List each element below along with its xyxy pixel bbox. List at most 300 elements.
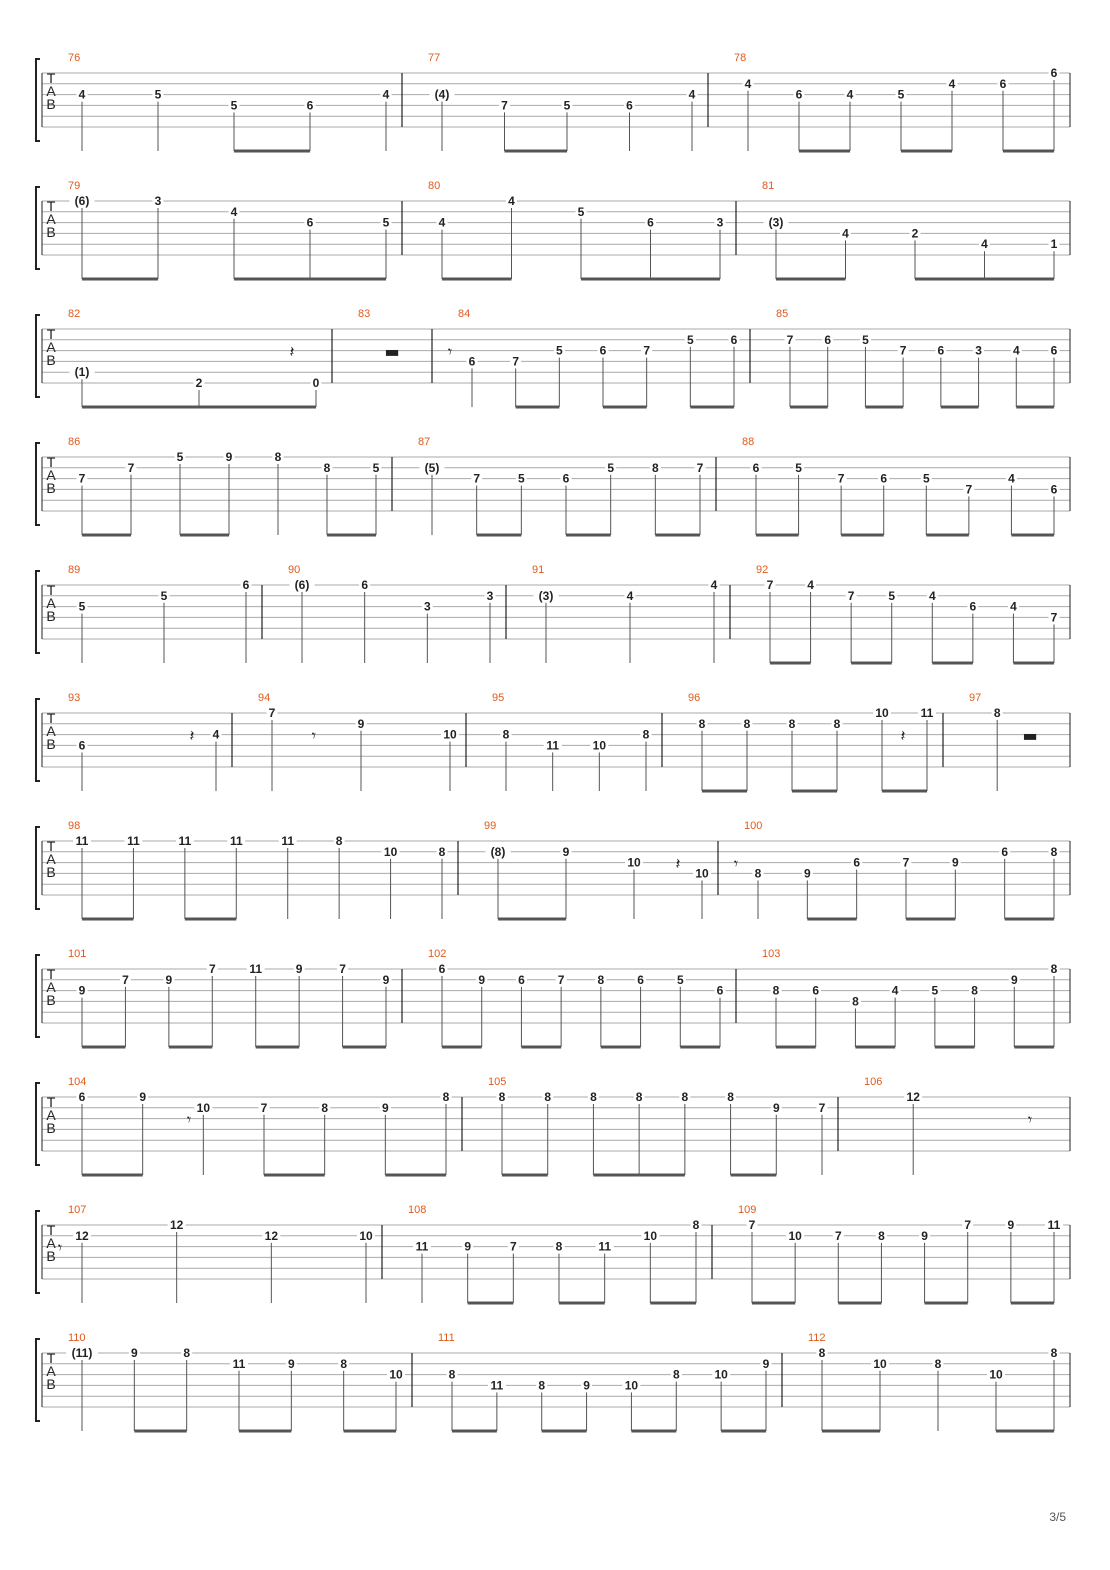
fret-number: 7	[818, 1100, 826, 1115]
fret-number: 8	[340, 1356, 348, 1371]
system-bracket	[36, 59, 40, 141]
tab-clef-letter: A	[46, 594, 56, 611]
tab-clef-letter: T	[46, 326, 56, 342]
fret-number: 10	[592, 738, 607, 753]
fret-number: 5	[795, 460, 802, 475]
fret-number: 8	[448, 1367, 456, 1382]
measure-number: 101	[68, 948, 87, 960]
tab-system	[36, 308, 1070, 407]
fret-number: 8	[772, 983, 780, 998]
fret-number: 8	[852, 994, 859, 1009]
fret-number: 4	[981, 237, 988, 252]
fret-number: 6	[730, 332, 738, 347]
fret-number: 6	[716, 983, 724, 998]
fret-number: 12	[264, 1228, 279, 1243]
tab-system	[36, 820, 1070, 919]
fret-number: 11	[598, 1239, 612, 1254]
tab-system	[36, 948, 1070, 1047]
fret-number: 9	[772, 1100, 780, 1115]
fret-number: 11	[75, 834, 89, 848]
fret-number: 3	[486, 588, 494, 603]
measure-number: 89	[68, 564, 81, 576]
fret-number: 12	[169, 1218, 184, 1232]
fret-number: 9	[381, 1100, 389, 1115]
fret-number: 6	[812, 983, 820, 998]
tab-clef-letter: B	[46, 479, 56, 496]
fret-number: 5	[154, 87, 162, 102]
fret-number: 7	[766, 578, 774, 592]
tab-clef-letter: B	[46, 351, 56, 368]
fret-number: 8	[878, 1228, 885, 1243]
fret-number: 2	[911, 226, 919, 241]
fret-number: 11	[178, 834, 192, 848]
fret-number: 5	[922, 471, 930, 486]
fret-number: (3)	[768, 215, 784, 230]
measure-number: 102	[428, 948, 447, 960]
fret-number: 8	[183, 1346, 191, 1360]
fret-number: 5	[607, 460, 615, 475]
fret-number: 7	[748, 1218, 756, 1232]
fret-number: 9	[1010, 972, 1018, 987]
tab-clef-letter: T	[46, 710, 56, 726]
tab-clef-letter: T	[46, 1094, 56, 1110]
system-bracket	[36, 1211, 40, 1293]
fret-number: 1	[1050, 237, 1058, 252]
fret-number: 6	[880, 471, 888, 486]
fret-number: 8	[681, 1090, 689, 1104]
measure-number: 95	[492, 692, 505, 704]
measure-number: 90	[288, 564, 301, 576]
fret-number: 7	[964, 1218, 972, 1232]
fret-number: 4	[807, 578, 814, 592]
fret-number: 10	[875, 706, 889, 720]
measure-number: 76	[68, 52, 81, 64]
fret-number: 6	[969, 599, 977, 614]
rest-symbol: 𝄽	[289, 342, 295, 362]
fret-number: 8	[743, 716, 751, 731]
fret-number: 9	[478, 972, 486, 987]
fret-number: (6)	[74, 194, 90, 208]
tab-clef-letter: T	[46, 454, 56, 470]
fret-number: 10	[359, 1228, 373, 1243]
fret-number: 9	[382, 972, 390, 987]
fret-number: 10	[383, 844, 398, 859]
fret-number: 4	[846, 87, 854, 102]
fret-number: 8	[934, 1356, 942, 1371]
fret-number: 9	[921, 1228, 928, 1243]
fret-number: 8	[971, 983, 978, 998]
system-bracket	[36, 571, 40, 653]
fret-number: 9	[1007, 1218, 1015, 1232]
fret-number: 6	[853, 855, 861, 870]
measure-number: 96	[688, 692, 701, 704]
fret-number: 6	[78, 738, 86, 753]
fret-number: 12	[75, 1228, 89, 1243]
fret-number: 6	[1050, 66, 1058, 80]
fret-number: 5	[888, 588, 896, 603]
fret-number: 8	[833, 716, 841, 731]
fret-number: 6	[1050, 482, 1058, 497]
fret-number: 7	[902, 855, 910, 870]
fret-number: 6	[1050, 343, 1058, 358]
fret-number: (1)	[74, 365, 90, 380]
fret-number: 9	[225, 450, 233, 464]
fret-number: 8	[274, 450, 282, 464]
fret-number: 11	[415, 1239, 429, 1254]
measure-number: 91	[532, 564, 545, 576]
measure-number: 85	[776, 308, 789, 320]
fret-number: 0	[312, 376, 320, 390]
tab-clef-letter: A	[46, 338, 56, 355]
fret-number: 10	[989, 1367, 1003, 1382]
measure-number: 93	[68, 692, 81, 704]
measure-number: 97	[969, 692, 982, 704]
measure-number: 83	[358, 308, 371, 320]
fret-number: 8	[727, 1090, 734, 1104]
fret-number: 9	[165, 972, 173, 987]
fret-number: 7	[696, 460, 704, 475]
system-bracket	[36, 1339, 40, 1421]
fret-number: (5)	[424, 460, 440, 475]
tab-clef-letter: A	[46, 850, 56, 867]
fret-number: 7	[122, 972, 129, 987]
fret-number: 8	[590, 1090, 597, 1104]
fret-number: 11	[249, 962, 263, 976]
measure-number: 100	[744, 820, 763, 832]
measure-number: 98	[68, 820, 81, 832]
fret-number: 10	[873, 1356, 887, 1371]
measure-number: 103	[762, 948, 781, 960]
fret-number: 8	[438, 844, 446, 859]
tab-clef-letter: T	[46, 70, 56, 86]
fret-number: 11	[546, 738, 560, 753]
fret-number: 7	[847, 588, 855, 603]
fret-number: 6	[518, 972, 525, 987]
fret-number: 7	[965, 482, 973, 497]
fret-number: 7	[643, 343, 651, 358]
fret-number: 11	[127, 834, 140, 848]
fret-number: 5	[563, 98, 571, 113]
fret-number: 8	[555, 1239, 563, 1254]
fret-number: 4	[78, 87, 86, 102]
tab-system	[36, 1204, 1070, 1303]
measure-number: 87	[418, 436, 431, 448]
measure-number: 80	[428, 180, 441, 192]
fret-number: 11	[229, 834, 243, 848]
fret-number: (6)	[294, 578, 310, 592]
measure-number: 92	[756, 564, 769, 576]
fret-number: 9	[130, 1346, 138, 1360]
fret-number: 8	[651, 460, 659, 475]
fret-number: 3	[423, 599, 431, 614]
fret-number: 4	[688, 87, 696, 102]
fret-number: 8	[698, 716, 706, 731]
fret-number: 10	[389, 1367, 403, 1382]
fret-number: 8	[502, 727, 510, 742]
fret-number: 8	[544, 1090, 552, 1104]
fret-number: 4	[842, 226, 849, 241]
fret-number: 9	[295, 962, 303, 976]
system-bracket	[36, 315, 40, 397]
tab-clef-letter: A	[46, 210, 56, 227]
fret-number: 9	[562, 844, 570, 859]
rest-symbol: 𝄾	[733, 854, 739, 874]
measure-number: 88	[742, 436, 755, 448]
system-bracket	[36, 699, 40, 781]
rest-symbol: 𝄽	[189, 726, 195, 746]
tab-system	[36, 1076, 1070, 1175]
fret-number: 6	[937, 343, 945, 358]
tab-system	[36, 1332, 1070, 1431]
fret-number: 10	[196, 1100, 211, 1115]
fret-number: 9	[287, 1356, 295, 1371]
tab-clef-letter: B	[46, 95, 56, 112]
fret-number: 11	[1047, 1218, 1061, 1232]
fret-number: 10	[714, 1367, 728, 1382]
rest-symbol: 𝄾	[447, 342, 453, 362]
measure-number: 79	[68, 180, 81, 192]
tab-clef-letter: T	[46, 1222, 56, 1238]
system-bracket	[36, 187, 40, 269]
tab-clef-letter: T	[46, 582, 56, 598]
fret-number: 10	[788, 1228, 802, 1243]
fret-number: 10	[443, 727, 457, 742]
tab-clef-letter: B	[46, 1119, 56, 1136]
tab-system	[36, 564, 1070, 663]
fret-number: 6	[647, 215, 654, 230]
fret-number: 8	[323, 460, 331, 475]
fret-number: 4	[710, 578, 718, 592]
fret-number: 4	[928, 588, 936, 603]
fret-number: 7	[339, 962, 346, 976]
tab-clef-letter: T	[46, 198, 56, 214]
measure-number: 105	[488, 1076, 507, 1088]
fret-number: 5	[372, 460, 380, 475]
fret-number: 7	[78, 471, 86, 486]
fret-number: 5	[555, 343, 563, 358]
fret-number: (8)	[490, 844, 506, 859]
fret-number: 9	[78, 983, 86, 998]
fret-number: 4	[1010, 599, 1017, 614]
fret-number: 6	[306, 215, 314, 230]
measure-number: 104	[68, 1076, 87, 1088]
fret-number: 8	[993, 706, 1001, 720]
fret-number: 7	[557, 972, 565, 987]
tab-clef-letter: B	[46, 991, 56, 1008]
system-bracket	[36, 1083, 40, 1165]
fret-number: 7	[268, 706, 276, 720]
fret-number: 7	[899, 343, 907, 358]
fret-number: 6	[306, 98, 314, 113]
tab-clef-letter: B	[46, 863, 56, 880]
system-bracket	[36, 443, 40, 525]
fret-number: 8	[692, 1218, 700, 1232]
fret-number: 8	[1050, 962, 1058, 976]
fret-number: 8	[321, 1100, 329, 1115]
fret-number: 8	[635, 1090, 643, 1104]
fret-number: 7	[834, 1228, 842, 1243]
fret-number: 4	[1012, 343, 1020, 358]
system-bracket	[36, 955, 40, 1037]
fret-number: 7	[127, 460, 135, 475]
fret-number: 8	[818, 1346, 826, 1360]
measure-number: 107	[68, 1204, 87, 1216]
fret-number: (3)	[538, 588, 554, 603]
fret-number: 6	[637, 972, 644, 987]
fret-number: 8	[335, 834, 343, 848]
measure-number: 99	[484, 820, 497, 832]
measure-number: 109	[738, 1204, 757, 1216]
fret-number: 11	[281, 834, 295, 848]
fret-number: 6	[1001, 844, 1009, 859]
tab-clef-letter: T	[46, 966, 56, 982]
rest-symbol: 𝄾	[186, 1110, 192, 1130]
measure-number: 86	[68, 436, 81, 448]
fret-number: 8	[1050, 1346, 1058, 1360]
fret-number: 5	[676, 972, 684, 987]
page-number: 3/5	[1049, 1510, 1066, 1524]
tab-clef-letter: A	[46, 466, 56, 483]
tab-system	[36, 180, 1070, 279]
fret-number: 4	[382, 87, 390, 102]
fret-number: 4	[230, 204, 238, 219]
fret-number: 6	[599, 343, 607, 358]
fret-number: 6	[999, 76, 1007, 91]
fret-number: 5	[230, 98, 238, 113]
fret-number: 7	[786, 332, 794, 347]
measure-number: 94	[258, 692, 271, 704]
fret-number: 4	[508, 194, 515, 208]
fret-number: 4	[948, 76, 956, 91]
fret-number: 7	[501, 98, 508, 113]
fret-number: 6	[795, 87, 803, 102]
fret-number: 3	[716, 215, 724, 230]
measure-number: 112	[808, 1332, 826, 1344]
fret-number: 6	[752, 460, 760, 475]
fret-number: 6	[468, 354, 476, 369]
fret-number: 5	[897, 87, 905, 102]
fret-number: 8	[538, 1378, 546, 1393]
fret-number: 4	[438, 215, 446, 230]
fret-number: 7	[1050, 610, 1058, 625]
fret-number: 5	[78, 599, 86, 614]
tab-clef-letter: A	[46, 1362, 56, 1379]
fret-number: 7	[260, 1100, 268, 1115]
measure-number: 108	[408, 1204, 427, 1216]
fret-number: 8	[1050, 844, 1058, 859]
fret-number: 4	[1008, 471, 1015, 486]
tab-system	[36, 52, 1070, 151]
fret-number: 10	[643, 1228, 658, 1243]
measure-number: 106	[864, 1076, 883, 1088]
fret-number: 7	[509, 1239, 517, 1254]
tab-clef-letter: A	[46, 82, 56, 99]
fret-number: 5	[176, 450, 184, 464]
fret-number: 8	[672, 1367, 680, 1382]
fret-number: 8	[754, 866, 762, 881]
fret-number: (11)	[71, 1346, 93, 1360]
fret-number: 6	[626, 98, 633, 113]
rest-symbol: 𝄾	[1027, 1110, 1033, 1130]
fret-number: 10	[627, 855, 641, 870]
fret-number: 5	[862, 332, 869, 347]
fret-number: 8	[498, 1090, 506, 1104]
fret-number: 7	[837, 471, 845, 486]
fret-number: 5	[160, 588, 168, 603]
tab-clef-letter: A	[46, 1106, 56, 1123]
rest-symbol: 𝄽	[900, 726, 906, 746]
fret-number: 5	[517, 471, 525, 486]
tab-clef-letter: B	[46, 1375, 56, 1392]
fret-number: 5	[382, 215, 390, 230]
fret-number: 5	[686, 332, 694, 347]
fret-number: 6	[78, 1090, 86, 1104]
fret-number: 11	[232, 1356, 246, 1371]
system-bracket	[36, 827, 40, 909]
fret-number: (4)	[434, 87, 450, 102]
fret-number: 4	[626, 588, 634, 603]
fret-number: 11	[490, 1378, 504, 1393]
fret-number: 9	[583, 1378, 590, 1393]
tab-clef-letter: B	[46, 607, 56, 624]
rest-symbol: ▬	[384, 342, 400, 362]
fret-number: 3	[154, 194, 162, 208]
fret-number: 8	[642, 727, 650, 742]
tab-clef-letter: B	[46, 735, 56, 752]
fret-number: 5	[577, 204, 585, 219]
measure-number: 111	[438, 1332, 455, 1344]
fret-number: 8	[788, 716, 796, 731]
fret-number: 6	[242, 578, 250, 592]
fret-number: 9	[762, 1356, 770, 1371]
fret-number: 6	[824, 332, 832, 347]
fret-number: 11	[920, 706, 934, 720]
fret-number: 5	[931, 983, 939, 998]
fret-number: 4	[744, 76, 752, 91]
fret-number: 10	[695, 866, 709, 881]
fret-number: 7	[512, 354, 520, 369]
fret-number: 8	[442, 1090, 450, 1104]
measure-number: 84	[458, 308, 471, 320]
rest-symbol: 𝄽	[675, 854, 681, 874]
measure-number: 82	[68, 308, 81, 320]
fret-number: 9	[464, 1239, 472, 1254]
fret-number: 9	[951, 855, 959, 870]
fret-number: 6	[361, 578, 369, 592]
tab-system	[36, 436, 1070, 535]
tab-clef-letter: A	[46, 1234, 56, 1251]
fret-number: 4	[891, 983, 899, 998]
fret-number: 7	[473, 471, 481, 486]
fret-number: 6	[562, 471, 570, 486]
fret-number: 4	[212, 727, 220, 742]
rest-symbol: 𝄾	[57, 1238, 63, 1258]
fret-number: 12	[906, 1090, 920, 1104]
fret-number: 3	[975, 343, 982, 358]
fret-number: 7	[208, 962, 216, 976]
tab-clef-letter: T	[46, 1350, 56, 1366]
measure-number: 77	[428, 52, 441, 64]
tab-clef-letter: T	[46, 838, 56, 854]
rest-symbol: ▬	[1022, 726, 1038, 746]
tab-clef-letter: A	[46, 722, 56, 739]
tab-clef-letter: B	[46, 223, 56, 240]
measure-number: 110	[68, 1332, 86, 1344]
tab-clef-letter: B	[46, 1247, 56, 1264]
tab-clef-letter: A	[46, 978, 56, 995]
tab-system	[36, 692, 1070, 791]
fret-number: 9	[803, 866, 811, 881]
